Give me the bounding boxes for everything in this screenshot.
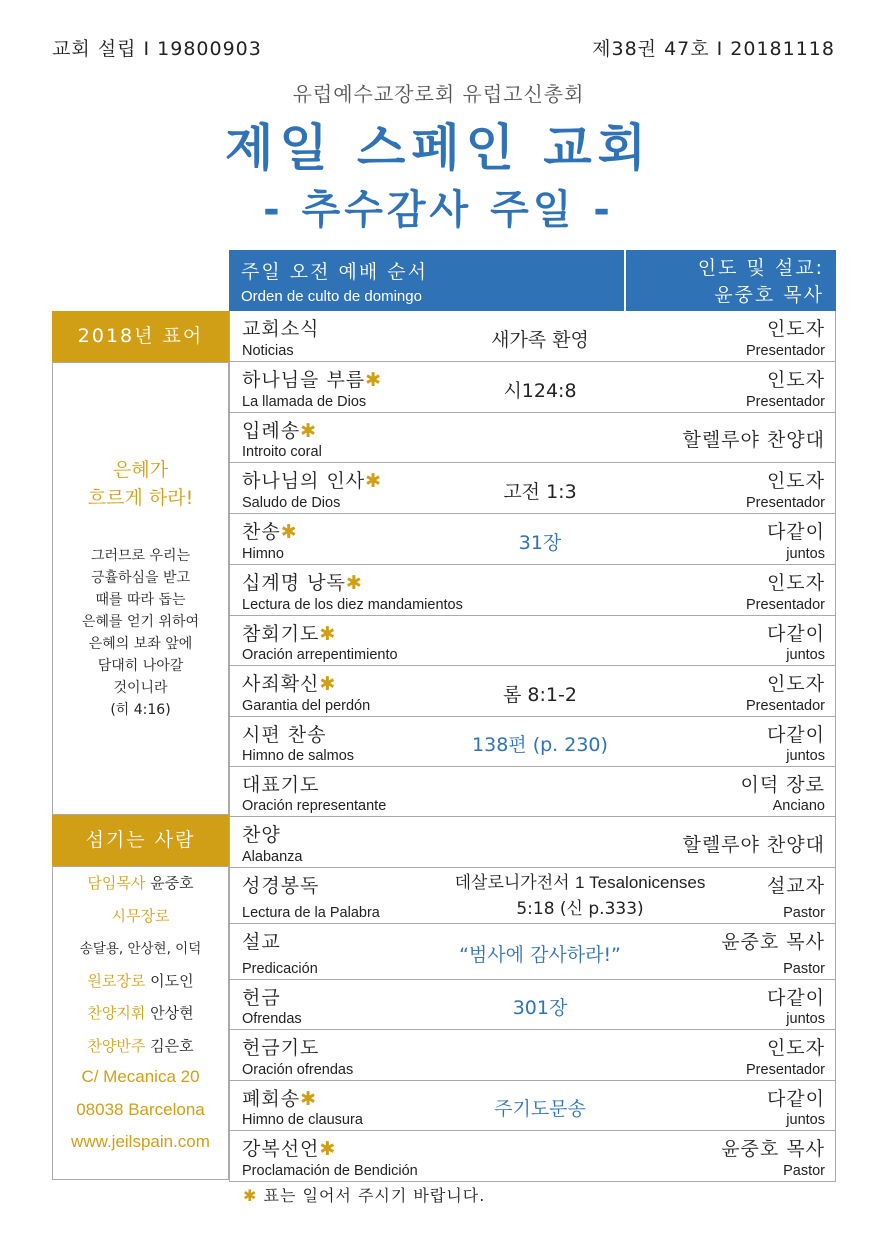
program-item-detail: 138편 (p. 230)	[472, 734, 608, 756]
program-item-leader: 다같이	[766, 521, 825, 543]
program-item-detail: 롬 8:1-2	[503, 683, 577, 706]
program-item-detail: 주기도문송	[494, 1098, 586, 1120]
leader-label: 인도 및 설교:	[697, 257, 824, 279]
program-item-leader-es: Pastor	[783, 961, 825, 977]
program-row	[230, 868, 835, 924]
program-item-es: Himno de salmos	[242, 748, 355, 764]
founding-date: 교회 설립 I 19800903	[52, 38, 262, 60]
service-title-ko: 주일 오전 예배 순서	[241, 261, 428, 283]
program-row	[230, 616, 835, 666]
program-item-leader: 할렐루야 찬양대	[682, 833, 825, 856]
motto-line: 은혜가	[112, 459, 169, 481]
program-item-es: Oración representante	[242, 798, 387, 814]
program-row	[230, 980, 835, 1030]
program-item-leader-es: juntos	[786, 1112, 825, 1128]
program-item-leader: 다같이	[766, 623, 825, 645]
program-row	[230, 817, 835, 868]
program-item-detail: 고전 1:3	[503, 480, 577, 503]
staff-pastor: 담임목사 윤중호	[87, 874, 194, 892]
star-icon: ✱	[345, 572, 363, 594]
program-item-leader-es: juntos	[786, 1011, 825, 1027]
program-item-es: Oración arrepentimiento	[242, 647, 398, 663]
program-item-leader-es: juntos	[786, 647, 825, 663]
star-icon: ✱	[300, 420, 317, 442]
program-item-leader: 윤중호 목사	[721, 931, 825, 953]
program-item-detail: 시124:8	[503, 379, 577, 402]
program-item-leader: 윤중호 목사	[721, 1138, 825, 1160]
verse-line: 긍휼하심을 받고	[90, 570, 191, 586]
program-item-es: Garantia del perdón	[242, 698, 371, 714]
motto	[52, 456, 229, 512]
program-row	[230, 463, 835, 514]
program-item-es: Himno	[242, 546, 284, 562]
program-item-leader-es: juntos	[786, 748, 825, 764]
order-of-service-header	[229, 250, 836, 311]
standing-footnote: ✱ 표는 일어서 주시기 바랍니다.	[243, 1186, 486, 1205]
program-item-detail: “범사에 감사하라!”	[459, 944, 621, 966]
program-item-ko: 찬송✱	[242, 521, 298, 543]
program-item-ko: 성경봉독	[242, 875, 320, 897]
program-row	[230, 924, 835, 980]
verse-line: 은혜를 얻기 위하여	[81, 614, 200, 630]
program-item-ko: 시편 찬송	[242, 724, 327, 746]
program-item-detail: 31장	[518, 531, 562, 554]
program-row	[230, 514, 835, 565]
star-icon: ✱	[365, 369, 383, 391]
program-item-es: Alabanza	[242, 849, 303, 865]
staff-elders-role: 시무장로	[111, 906, 170, 925]
program-item-ko: 헌금	[242, 987, 281, 1009]
program-item-leader: 인도자	[766, 1037, 825, 1059]
order-of-service-table	[229, 311, 836, 1182]
star-icon: ✱	[280, 521, 298, 543]
staff-accompanist: 찬양반주 김은호	[87, 1036, 194, 1055]
program-item-ko: 참회기도✱	[242, 623, 337, 645]
program-row	[230, 1081, 835, 1131]
staff-emeritus: 원로장로 이도인	[87, 971, 194, 990]
program-item-leader: 다같이	[766, 1088, 825, 1110]
program-item-leader-es: Presentador	[746, 495, 825, 511]
program-item-leader-es: juntos	[786, 546, 825, 562]
program-item-es: Predicación	[242, 961, 318, 977]
program-item-leader-es: Presentador	[746, 698, 825, 714]
program-item-ko: 사죄확신✱	[242, 673, 337, 695]
program-item-leader-es: Presentador	[746, 597, 825, 613]
program-item-ko: 폐회송✱	[242, 1088, 317, 1110]
website-link[interactable]: www.jeilspain.com	[71, 1132, 210, 1151]
program-item-es: Proclamación de Bendición	[242, 1163, 418, 1179]
star-icon: ✱	[319, 673, 337, 695]
issue-info: 제38권 47호 I 20181118	[592, 38, 835, 60]
service-title-es: Orden de culto de domingo	[241, 288, 422, 305]
program-item-ko: 교회소식	[242, 318, 320, 340]
program-item-leader-es: Presentador	[746, 394, 825, 410]
program-item-es: La llamada de Dios	[242, 394, 367, 410]
program-item-leader: 할렐루야 찬양대	[682, 429, 825, 451]
program-item-leader-es: Anciano	[772, 798, 825, 814]
program-item-leader-es: Pastor	[783, 905, 825, 921]
verse-line: 그러므로 우리는	[90, 548, 191, 564]
address-street: C/ Mecanica 20	[81, 1067, 200, 1086]
program-item-leader: 인도자	[766, 572, 825, 594]
program-item-ko: 하나님을 부름✱	[242, 369, 383, 391]
program-item-es: Saludo de Dios	[242, 495, 341, 511]
program-item-es: Himno de clausura	[242, 1112, 363, 1128]
verse-line: 담대히 나아갈	[97, 658, 184, 674]
program-item-detail: 301장	[512, 997, 568, 1019]
program-item-leader-es: Presentador	[746, 1062, 825, 1078]
motto-line: 흐르게 하라!	[87, 487, 194, 509]
denomination: 유럽예수교장로회 유럽고신총회	[292, 82, 585, 106]
star-icon: ✱	[300, 1088, 317, 1110]
program-item-leader: 다같이	[766, 724, 825, 746]
program-item-ko: 설교	[242, 931, 281, 953]
program-item-ko: 헌금기도	[242, 1037, 320, 1059]
program-row	[230, 565, 835, 616]
leader-name: 윤중호 목사	[714, 284, 824, 306]
verse-line: 것이니라	[113, 680, 168, 696]
program-item-es: Lectura de los diez mandamientos	[242, 597, 463, 613]
program-item-ko: 찬양	[242, 824, 281, 846]
program-row	[230, 1131, 835, 1182]
star-icon: ✱	[243, 1186, 258, 1205]
program-item-leader: 인도자	[766, 673, 825, 695]
program-item-es: Introito coral	[242, 444, 322, 460]
program-item-leader: 인도자	[766, 369, 825, 391]
program-item-leader: 인도자	[766, 470, 825, 492]
service-title	[241, 257, 428, 305]
verse-line: 은혜의 보좌 앞에	[88, 636, 193, 652]
staff-conductor: 찬양지휘 안상현	[87, 1004, 194, 1022]
program-item-es: Oración ofrendas	[242, 1062, 354, 1078]
staff-heading: 섬기는 사람	[52, 815, 229, 866]
staff-list	[52, 872, 229, 1165]
band-divider	[624, 250, 626, 311]
program-item-ko: 대표기도	[242, 774, 320, 796]
star-icon: ✱	[365, 470, 383, 492]
program-item-ko: 하나님의 인사✱	[242, 470, 383, 492]
star-icon: ✱	[319, 623, 337, 645]
verse-line: 때를 따라 돕는	[95, 592, 186, 608]
program-item-leader: 이덕 장로	[740, 774, 825, 796]
program-row	[230, 666, 835, 717]
program-item-es: Lectura de la Palabra	[242, 905, 380, 921]
program-item-es: Ofrendas	[242, 1011, 302, 1027]
service-leader	[698, 255, 824, 309]
motto-heading: 2018년 표어	[52, 311, 229, 362]
program-item-detail: 새가족 환영	[491, 328, 589, 351]
star-icon: ✱	[319, 1138, 337, 1160]
program-item-ko: 강복선언✱	[242, 1138, 337, 1160]
occasion-title: - 추수감사 주일 -	[263, 187, 614, 233]
program-item-leader: 다같이	[766, 987, 825, 1009]
program-row	[230, 1030, 835, 1081]
program-item-es: Noticias	[242, 343, 294, 359]
program-item-leader: 설교자	[766, 875, 825, 897]
program-item-detail: 데살로니가전서 1 Tesalonicenses 5:18 (신 p.333)	[454, 873, 706, 919]
program-item-leader-es: Pastor	[783, 1163, 825, 1179]
program-item-ko: 십계명 낭독✱	[242, 572, 363, 594]
program-item-ko: 입례송✱	[242, 420, 317, 442]
program-row	[230, 362, 835, 413]
address-city: 08038 Barcelona	[76, 1099, 205, 1119]
program-item-leader: 인도자	[766, 318, 825, 340]
program-row	[230, 311, 835, 362]
verse-reference: (히 4:16)	[110, 702, 171, 718]
program-item-leader-es: Presentador	[746, 343, 825, 359]
program-row	[230, 717, 835, 767]
program-row	[230, 413, 835, 463]
staff-elders-names: 송달용, 안상현, 이덕	[79, 941, 202, 957]
program-row	[230, 767, 835, 817]
motto-verse	[52, 545, 229, 721]
church-name: 제일 스페인 교회	[225, 119, 652, 177]
